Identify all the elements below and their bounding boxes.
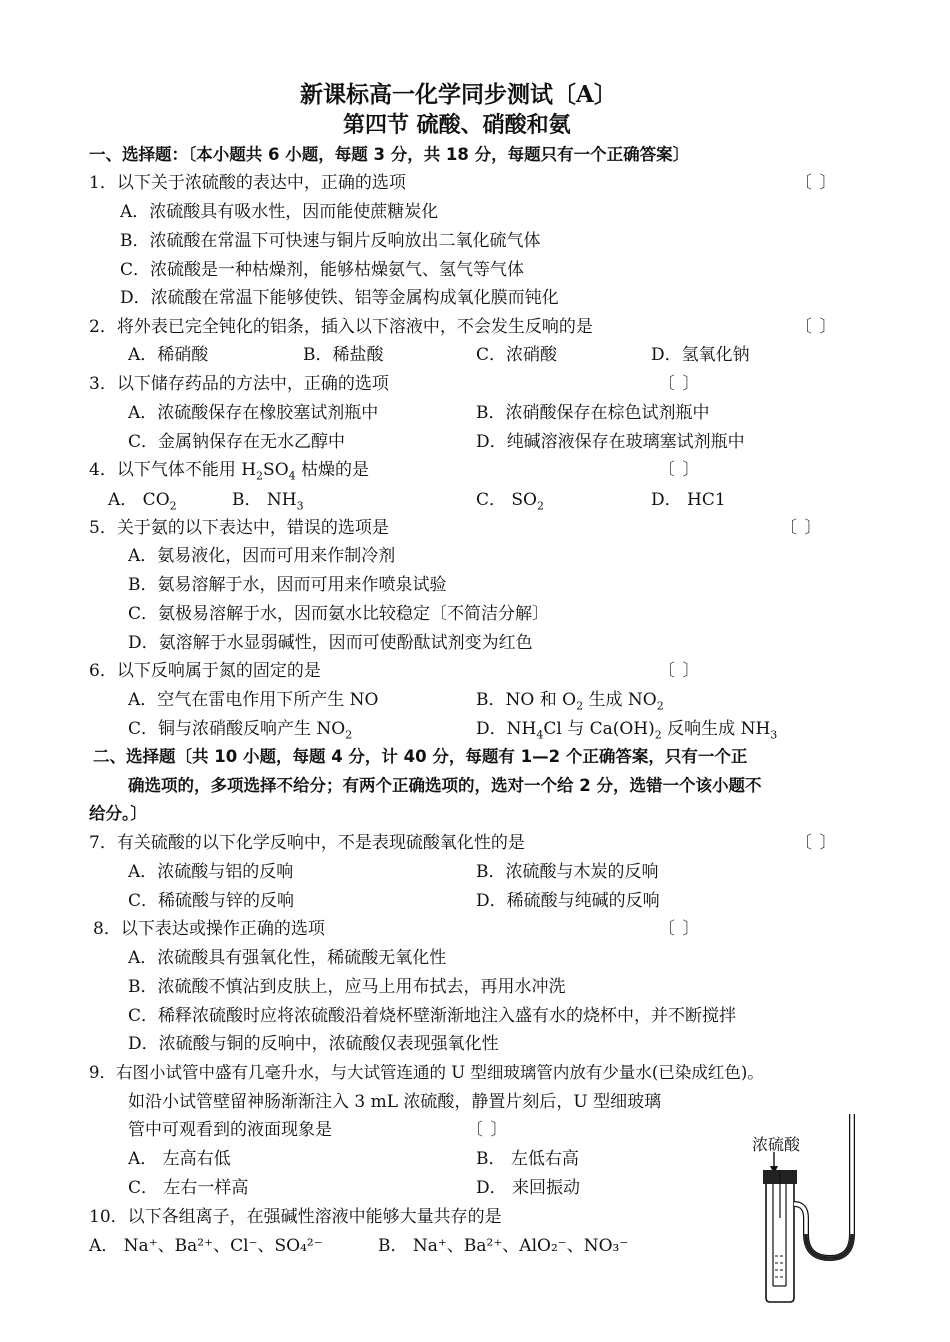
test-tube-apparatus-figure <box>740 1108 870 1308</box>
q4-option-b: B． $NH_3$ <box>232 490 304 513</box>
page-title: 新课标高一化学同步测试〔A〕 <box>300 81 617 108</box>
q1-option-b: B．浓硫酸在常温下可快速与铜片反响放出二氧化硫气体 <box>120 231 541 251</box>
q3-answer-bracket: 〔 〕 <box>658 374 701 394</box>
q2-answer-bracket: 〔 〕 <box>795 317 838 337</box>
q7-answer-bracket: 〔 〕 <box>795 833 838 853</box>
q9-option-a: A． 左高右低 <box>128 1149 231 1169</box>
q9-stem-line2: 如沿小试管壁留神肠渐渐注入 3 mL 浓硫酸，静置片刻后，U 型细玻璃 <box>128 1092 662 1112</box>
q8-stem: 8．以下表达或操作正确的选项 <box>93 919 325 939</box>
q4-stem-post: 枯燥的是 <box>295 460 370 480</box>
q5-stem: 5．关于氨的以下表达中，错误的选项是 <box>89 518 389 538</box>
q10-option-a: A． Na⁺、Ba²⁺、Cl⁻、SO₄²⁻ <box>89 1236 323 1256</box>
q1-option-d: D．浓硫酸在常温下能够使铁、铝等金属构成氧化膜而钝化 <box>120 288 559 308</box>
q8-option-c: C．稀释浓硫酸时应将浓硫酸沿着烧杯壁渐渐地注入盛有水的烧杯中，并不断搅拌 <box>128 1006 737 1026</box>
q8-option-a: A．浓硫酸具有强氧化性，稀硫酸无氧化性 <box>128 948 447 968</box>
q5-option-d: D．氨溶解于水显弱碱性，因而可使酚酞试剂变为红色 <box>128 633 533 653</box>
q9-answer-bracket: 〔 〕 <box>466 1120 509 1140</box>
q9-option-c: C． 左右一样高 <box>128 1178 249 1198</box>
q7-option-b: B．浓硫酸与木炭的反响 <box>476 862 659 882</box>
q4-option-d: D． HC1 <box>651 490 726 510</box>
q8-option-b: B．浓硫酸不慎沾到皮肤上，应马上用布拭去，再用水冲洗 <box>128 977 566 997</box>
q5-option-c: C．氨极易溶解于水，因而氨水比较稳定〔不简洁分解〕 <box>128 604 550 624</box>
q4-stem-mid: SO <box>263 460 289 480</box>
q7-stem: 7．有关硫酸的以下化学反响中，不是表现硫酸氧化性的是 <box>89 833 525 853</box>
q10-option-b: B． Na⁺、Ba²⁺、AlO₂⁻、NO₃⁻ <box>378 1236 629 1256</box>
q4-option-c: C． $SO_2$ <box>476 490 544 513</box>
q3-stem: 3．以下储存药品的方法中，正确的选项 <box>89 374 389 394</box>
page-subtitle: 第四节 硫酸、硝酸和氨 <box>343 112 571 138</box>
q9-option-d: D． 来回振动 <box>476 1178 581 1198</box>
q2-option-c: C．浓硝酸 <box>476 345 558 365</box>
section2-heading-line1: 二、选择题〔共 10 小题，每题 4 分，计 40 分，每题有 1—2 个正确答案，只有一个正 <box>93 747 748 766</box>
q9-option-b: B． 左低右高 <box>476 1149 579 1169</box>
q4-stem <box>89 459 369 481</box>
q10-stem: 10．以下各组离子，在强碱性溶液中能够大量共存的是 <box>89 1207 502 1227</box>
section2-heading-line2: 确选项的，多项选择不给分；有两个正确选项的，选对一个给 2 分，选错一个该小题不 <box>128 776 762 795</box>
q6-option-c: C．铜与浓硝酸反响产生 $NO_2$ <box>128 719 353 742</box>
q7-option-d: D．稀硫酸与纯碱的反响 <box>476 891 660 911</box>
q1-answer-bracket: 〔 〕 <box>795 173 838 193</box>
figure-label-concentrated-sulfuric-acid: 浓硫酸 <box>752 1135 801 1154</box>
q6-stem: 6．以下反响属于氮的固定的是 <box>89 661 321 681</box>
q4-stem-sub2: 4 <box>288 469 296 483</box>
q1-stem: 1．以下关于浓硫酸的表达中，正确的选项 <box>89 173 406 193</box>
q6-option-b: B．NO 和 $O_2$ 生成 $NO_2$ <box>476 690 664 713</box>
q5-answer-bracket: 〔 〕 <box>780 518 823 538</box>
q1-option-c: C．浓硫酸是一种枯燥剂，能够枯燥氨气、氢气等气体 <box>120 260 525 280</box>
q7-option-a: A．浓硫酸与铝的反响 <box>128 862 294 882</box>
q6-answer-bracket: 〔 〕 <box>658 661 701 681</box>
q2-option-a: A．稀硝酸 <box>128 345 209 365</box>
q5-option-b: B．氨易溶解于水，因而可用来作喷泉试验 <box>128 575 447 595</box>
q8-option-d: D．浓硫酸与铜的反响中，浓硫酸仅表现强氧化性 <box>128 1034 499 1054</box>
q6-option-a: A．空气在雷电作用下所产生 NO <box>128 690 379 710</box>
q4-stem-pre: 4．以下气体不能用 H <box>89 460 257 480</box>
q4-stem-sub1: 2 <box>256 469 264 483</box>
q2-stem: 2．将外表已完全钝化的铝条，插入以下溶液中，不会发生反响的是 <box>89 317 593 337</box>
q5-option-a: A．氨易液化，因而可用来作制冷剂 <box>128 546 396 566</box>
q4-option-a: A． $CO_2$ <box>108 490 177 513</box>
q6-option-d: D．$NH_4Cl$ 与 $Ca(OH)_2$ 反响生成 $NH_3$ <box>476 719 778 742</box>
q9-stem-line1: 9．右图小试管中盛有几毫升水，与大试管连通的 U 型细玻璃管内放有少量水(已染成红色)。 <box>89 1063 764 1082</box>
q4-answer-bracket: 〔 〕 <box>658 460 701 480</box>
q3-option-b: B．浓硝酸保存在棕色试剂瓶中 <box>476 403 710 423</box>
q8-answer-bracket: 〔 〕 <box>658 919 701 939</box>
section1-heading: 一、选择题：〔本小题共 6 小题，每题 3 分，共 18 分，每题只有一个正确答案〕 <box>89 145 690 164</box>
q3-option-a: A．浓硫酸保存在橡胶塞试剂瓶中 <box>128 403 379 423</box>
q3-option-c: C．金属钠保存在无水乙醇中 <box>128 432 346 452</box>
section2-heading-line3: 给分。〕 <box>89 804 147 823</box>
q1-option-a: A．浓硫酸具有吸水性，因而能使蔗糖炭化 <box>120 202 439 222</box>
q2-option-d: D．氢氧化钠 <box>651 345 750 365</box>
q7-option-c: C．稀硫酸与锌的反响 <box>128 891 295 911</box>
q3-option-d: D．纯碱溶液保存在玻璃塞试剂瓶中 <box>476 432 745 452</box>
q9-stem-line3: 管中可观看到的液面现象是 <box>128 1120 332 1140</box>
q2-option-b: B．稀盐酸 <box>303 345 384 365</box>
